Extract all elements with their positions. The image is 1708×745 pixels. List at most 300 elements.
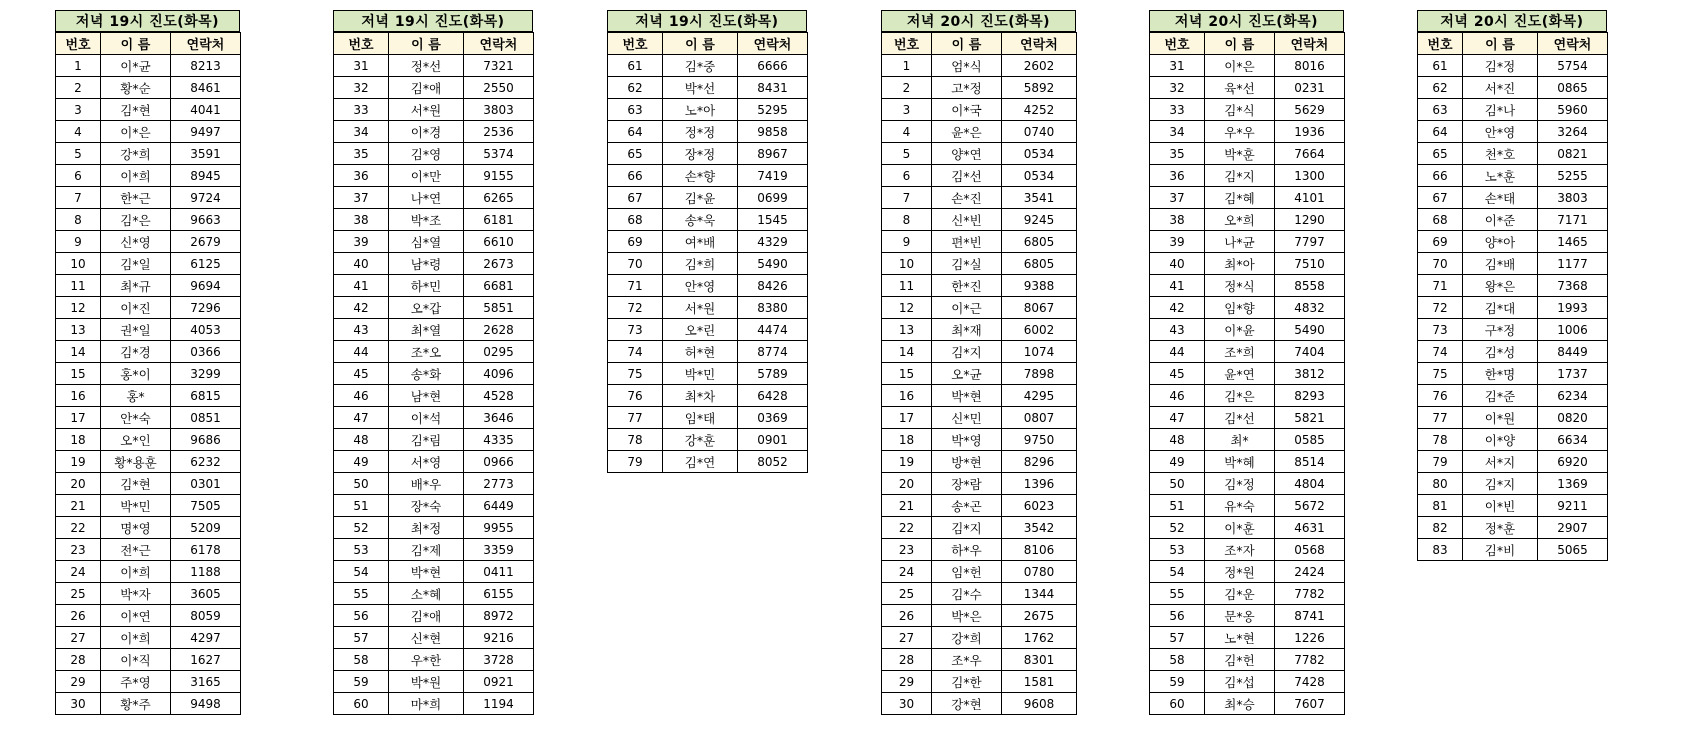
row-number: 65: [608, 143, 663, 165]
table-row: [1150, 77, 1345, 99]
row-name: 박*은: [932, 605, 1002, 627]
row-name: 박*원: [389, 671, 464, 693]
row-name: 오*희: [1205, 209, 1275, 231]
row-name: 김*희: [663, 253, 738, 275]
row-number: 34: [334, 121, 389, 143]
row-name: 박*현: [932, 385, 1002, 407]
row-contact: 2424: [1275, 561, 1345, 583]
row-number: 81: [1418, 495, 1463, 517]
row-name: 오*균: [932, 363, 1002, 385]
row-contact: 0411: [464, 561, 534, 583]
table-row: [56, 561, 241, 583]
row-contact: 6234: [1538, 385, 1608, 407]
table-row: [334, 649, 534, 671]
row-name: 김*일: [101, 253, 171, 275]
table-row: [1418, 319, 1608, 341]
row-contact: 1581: [1002, 671, 1077, 693]
row-contact: 6610: [464, 231, 534, 253]
row-contact: 8301: [1002, 649, 1077, 671]
row-name: 정*훈: [1463, 517, 1538, 539]
row-number: 48: [1150, 429, 1205, 451]
row-name: 김*정: [1205, 473, 1275, 495]
row-contact: 4474: [738, 319, 808, 341]
row-name: 홍*이: [101, 363, 171, 385]
row-number: 77: [608, 407, 663, 429]
table-row: [1418, 121, 1608, 143]
row-number: 72: [608, 297, 663, 319]
row-number: 34: [1150, 121, 1205, 143]
row-contact: 6805: [1002, 253, 1077, 275]
table-evening-19-part3: [607, 10, 808, 473]
row-number: 7: [56, 187, 101, 209]
table-row: [1150, 187, 1345, 209]
table-row: [334, 517, 534, 539]
row-contact: 1177: [1538, 253, 1608, 275]
row-contact: 4528: [464, 385, 534, 407]
row-contact: 1369: [1538, 473, 1608, 495]
row-contact: 7296: [171, 297, 241, 319]
row-number: 11: [56, 275, 101, 297]
row-name: 김*경: [101, 341, 171, 363]
row-name: 하*우: [932, 539, 1002, 561]
row-contact: 8461: [171, 77, 241, 99]
row-contact: 0366: [171, 341, 241, 363]
roster-table: [55, 32, 241, 715]
table-row: [1150, 583, 1345, 605]
row-contact: 1226: [1275, 627, 1345, 649]
table-row: [56, 319, 241, 341]
row-number: 53: [1150, 539, 1205, 561]
row-number: 12: [882, 297, 932, 319]
row-number: 33: [334, 99, 389, 121]
header-number: 번호: [1150, 33, 1205, 55]
table-row: [56, 121, 241, 143]
row-contact: 5629: [1275, 99, 1345, 121]
row-contact: 7321: [464, 55, 534, 77]
row-name: 김*지: [1463, 473, 1538, 495]
row-name: 양*아: [1463, 231, 1538, 253]
table-row: [56, 187, 241, 209]
row-contact: 6815: [171, 385, 241, 407]
row-name: 김*준: [1463, 385, 1538, 407]
row-contact: 5754: [1538, 55, 1608, 77]
row-number: 44: [1150, 341, 1205, 363]
header-contact: 연락처: [1538, 33, 1608, 55]
roster-table: [607, 32, 808, 473]
row-number: 41: [334, 275, 389, 297]
table-row: [1150, 429, 1345, 451]
row-contact: 7898: [1002, 363, 1077, 385]
row-name: 김*연: [663, 451, 738, 473]
row-number: 62: [1418, 77, 1463, 99]
table-row: [334, 121, 534, 143]
row-name: 김*선: [1205, 407, 1275, 429]
row-contact: 8514: [1275, 451, 1345, 473]
row-name: 강*현: [932, 693, 1002, 715]
table-row: [56, 231, 241, 253]
row-contact: 4096: [464, 363, 534, 385]
row-name: 김*지: [932, 517, 1002, 539]
table-row: [334, 319, 534, 341]
table-row: [334, 341, 534, 363]
row-contact: 8967: [738, 143, 808, 165]
row-name: 안*영: [663, 275, 738, 297]
row-contact: 6155: [464, 583, 534, 605]
row-contact: 0301: [171, 473, 241, 495]
row-contact: 9858: [738, 121, 808, 143]
table-row: [1418, 165, 1608, 187]
row-contact: 8016: [1275, 55, 1345, 77]
row-contact: 3591: [171, 143, 241, 165]
row-number: 6: [882, 165, 932, 187]
table-row: [608, 297, 808, 319]
table-row: [1418, 451, 1608, 473]
row-number: 8: [56, 209, 101, 231]
row-number: 57: [334, 627, 389, 649]
row-name: 엄*식: [932, 55, 1002, 77]
row-name: 김*성: [1463, 341, 1538, 363]
header-contact: 연락처: [464, 33, 534, 55]
row-contact: 0231: [1275, 77, 1345, 99]
row-contact: 8774: [738, 341, 808, 363]
header-number: 번호: [334, 33, 389, 55]
table-row: [56, 341, 241, 363]
row-name: 조*희: [1205, 341, 1275, 363]
row-contact: 0901: [738, 429, 808, 451]
row-name: 장*숙: [389, 495, 464, 517]
row-number: 30: [56, 693, 101, 715]
row-number: 80: [1418, 473, 1463, 495]
table-row: [334, 429, 534, 451]
table-row: [56, 275, 241, 297]
row-contact: 1762: [1002, 627, 1077, 649]
row-number: 3: [882, 99, 932, 121]
table-row: [1150, 231, 1345, 253]
table-row: [56, 385, 241, 407]
row-contact: 6023: [1002, 495, 1077, 517]
row-name: 정*식: [1205, 275, 1275, 297]
row-name: 김*대: [1463, 297, 1538, 319]
row-contact: 1006: [1538, 319, 1608, 341]
table-row: [1418, 341, 1608, 363]
row-number: 3: [56, 99, 101, 121]
table-row: [1150, 627, 1345, 649]
row-number: 71: [1418, 275, 1463, 297]
row-contact: 6666: [738, 55, 808, 77]
header-name: 이 름: [389, 33, 464, 55]
row-number: 39: [1150, 231, 1205, 253]
row-name: 방*현: [932, 451, 1002, 473]
row-name: 박*조: [389, 209, 464, 231]
row-name: 김*영: [389, 143, 464, 165]
table-row: [1418, 275, 1608, 297]
row-number: 25: [882, 583, 932, 605]
row-contact: 4804: [1275, 473, 1345, 495]
row-name: 김*윤: [663, 187, 738, 209]
row-number: 45: [334, 363, 389, 385]
row-number: 44: [334, 341, 389, 363]
row-name: 안*영: [1463, 121, 1538, 143]
row-contact: 7797: [1275, 231, 1345, 253]
table-row: [334, 99, 534, 121]
header-number: 번호: [56, 33, 101, 55]
row-contact: 2675: [1002, 605, 1077, 627]
row-contact: 5960: [1538, 99, 1608, 121]
header-number: 번호: [608, 33, 663, 55]
table-row: [1150, 253, 1345, 275]
table-row: [882, 517, 1077, 539]
row-contact: 0921: [464, 671, 534, 693]
row-contact: 3165: [171, 671, 241, 693]
row-contact: 8213: [171, 55, 241, 77]
row-contact: 9245: [1002, 209, 1077, 231]
row-name: 김*제: [389, 539, 464, 561]
row-number: 68: [608, 209, 663, 231]
row-name: 정*선: [389, 55, 464, 77]
table-row: [608, 121, 808, 143]
row-number: 36: [1150, 165, 1205, 187]
table-row: [1150, 275, 1345, 297]
table-evening-20-part3: [1417, 10, 1608, 561]
row-contact: 3359: [464, 539, 534, 561]
row-number: 9: [56, 231, 101, 253]
row-name: 정*원: [1205, 561, 1275, 583]
row-name: 남*령: [389, 253, 464, 275]
row-contact: 1194: [464, 693, 534, 715]
row-contact: 8972: [464, 605, 534, 627]
table-row: [1418, 517, 1608, 539]
row-name: 윤*은: [932, 121, 1002, 143]
row-name: 박*훈: [1205, 143, 1275, 165]
row-name: 심*열: [389, 231, 464, 253]
row-name: 김*혜: [1205, 187, 1275, 209]
table-row: [1418, 429, 1608, 451]
table-row: [1150, 451, 1345, 473]
row-number: 1: [882, 55, 932, 77]
table-row: [882, 495, 1077, 517]
table-evening-20-part2: [1149, 10, 1345, 715]
table-row: [882, 473, 1077, 495]
table-row: [56, 165, 241, 187]
row-name: 손*향: [663, 165, 738, 187]
row-contact: 3541: [1002, 187, 1077, 209]
table-row: [56, 627, 241, 649]
table-row: [1150, 165, 1345, 187]
row-number: 78: [1418, 429, 1463, 451]
table-row: [334, 55, 534, 77]
row-number: 63: [1418, 99, 1463, 121]
row-name: 노*현: [1205, 627, 1275, 649]
table-row: [608, 209, 808, 231]
row-number: 35: [1150, 143, 1205, 165]
row-number: 37: [334, 187, 389, 209]
row-name: 이*만: [389, 165, 464, 187]
row-contact: 0966: [464, 451, 534, 473]
row-contact: 0821: [1538, 143, 1608, 165]
table-row: [1418, 209, 1608, 231]
table-row: [882, 429, 1077, 451]
row-name: 배*우: [389, 473, 464, 495]
row-contact: 7782: [1275, 649, 1345, 671]
table-row: [1150, 143, 1345, 165]
row-number: 52: [1150, 517, 1205, 539]
roster-table: [1149, 32, 1345, 715]
row-number: 79: [608, 451, 663, 473]
row-name: 이*진: [101, 297, 171, 319]
row-name: 이*희: [101, 627, 171, 649]
table-row: [1150, 341, 1345, 363]
row-name: 이*직: [101, 649, 171, 671]
row-number: 77: [1418, 407, 1463, 429]
table-row: [608, 143, 808, 165]
row-contact: 5209: [171, 517, 241, 539]
row-contact: 3803: [1538, 187, 1608, 209]
row-number: 40: [334, 253, 389, 275]
table-row: [608, 187, 808, 209]
table-row: [608, 407, 808, 429]
row-contact: 9497: [171, 121, 241, 143]
row-number: 23: [56, 539, 101, 561]
table-title: 저녁 19시 진도(화목): [55, 10, 240, 32]
row-name: 주*영: [101, 671, 171, 693]
table-row: [334, 539, 534, 561]
row-number: 52: [334, 517, 389, 539]
row-number: 32: [1150, 77, 1205, 99]
row-name: 이*은: [101, 121, 171, 143]
row-number: 70: [608, 253, 663, 275]
row-name: 오*인: [101, 429, 171, 451]
row-number: 29: [882, 671, 932, 693]
table-row: [882, 209, 1077, 231]
table-row: [1150, 363, 1345, 385]
table-row: [334, 275, 534, 297]
header-name: 이 름: [932, 33, 1002, 55]
row-contact: 4053: [171, 319, 241, 341]
row-number: 65: [1418, 143, 1463, 165]
row-number: 67: [608, 187, 663, 209]
row-name: 최*재: [932, 319, 1002, 341]
row-number: 63: [608, 99, 663, 121]
table-row: [882, 275, 1077, 297]
row-contact: 0369: [738, 407, 808, 429]
row-name: 장*정: [663, 143, 738, 165]
table-row: [608, 319, 808, 341]
row-name: 이*원: [1463, 407, 1538, 429]
row-contact: 9694: [171, 275, 241, 297]
row-contact: 6920: [1538, 451, 1608, 473]
row-number: 24: [882, 561, 932, 583]
table-row: [1150, 209, 1345, 231]
row-number: 19: [882, 451, 932, 473]
row-name: 서*영: [389, 451, 464, 473]
row-number: 51: [1150, 495, 1205, 517]
row-contact: 0865: [1538, 77, 1608, 99]
table-row: [334, 605, 534, 627]
row-number: 57: [1150, 627, 1205, 649]
row-contact: 1737: [1538, 363, 1608, 385]
row-number: 13: [56, 319, 101, 341]
row-name: 임*태: [663, 407, 738, 429]
row-name: 안*숙: [101, 407, 171, 429]
table-row: [1418, 297, 1608, 319]
row-number: 1: [56, 55, 101, 77]
row-number: 59: [1150, 671, 1205, 693]
row-number: 20: [56, 473, 101, 495]
row-contact: 3299: [171, 363, 241, 385]
row-name: 소*혜: [389, 583, 464, 605]
table-row: [1418, 143, 1608, 165]
row-name: 서*진: [1463, 77, 1538, 99]
table-row: [56, 605, 241, 627]
row-contact: 9750: [1002, 429, 1077, 451]
roster-table: [1417, 32, 1608, 561]
table-row: [608, 55, 808, 77]
row-name: 신*민: [932, 407, 1002, 429]
row-contact: 2773: [464, 473, 534, 495]
row-contact: 8296: [1002, 451, 1077, 473]
table-row: [1150, 121, 1345, 143]
table-row: [882, 539, 1077, 561]
row-name: 한*명: [1463, 363, 1538, 385]
table-row: [882, 55, 1077, 77]
header-row: [608, 33, 808, 55]
row-number: 58: [1150, 649, 1205, 671]
row-contact: 0295: [464, 341, 534, 363]
row-number: 17: [882, 407, 932, 429]
row-name: 김*비: [1463, 539, 1538, 561]
row-contact: 1936: [1275, 121, 1345, 143]
row-name: 김*헌: [1205, 649, 1275, 671]
row-name: 서*원: [663, 297, 738, 319]
table-row: [56, 539, 241, 561]
row-number: 45: [1150, 363, 1205, 385]
table-row: [882, 671, 1077, 693]
row-name: 강*희: [932, 627, 1002, 649]
row-contact: 3812: [1275, 363, 1345, 385]
row-number: 13: [882, 319, 932, 341]
row-number: 5: [56, 143, 101, 165]
table-row: [1150, 693, 1345, 715]
table-row: [1418, 99, 1608, 121]
row-number: 49: [1150, 451, 1205, 473]
row-number: 53: [334, 539, 389, 561]
row-contact: 6449: [464, 495, 534, 517]
row-contact: 7664: [1275, 143, 1345, 165]
row-contact: 9724: [171, 187, 241, 209]
row-number: 27: [56, 627, 101, 649]
table-row: [882, 363, 1077, 385]
table-row: [334, 385, 534, 407]
row-name: 이*균: [101, 55, 171, 77]
row-name: 한*진: [932, 275, 1002, 297]
row-number: 24: [56, 561, 101, 583]
row-number: 7: [882, 187, 932, 209]
row-name: 신*빈: [932, 209, 1002, 231]
table-row: [334, 363, 534, 385]
table-row: [1418, 55, 1608, 77]
table-row: [608, 429, 808, 451]
table-row: [56, 693, 241, 715]
row-contact: 1074: [1002, 341, 1077, 363]
row-number: 11: [882, 275, 932, 297]
row-name: 오*갑: [389, 297, 464, 319]
row-number: 71: [608, 275, 663, 297]
table-row: [1150, 605, 1345, 627]
table-row: [1418, 77, 1608, 99]
table-row: [334, 451, 534, 473]
row-name: 최*열: [389, 319, 464, 341]
row-contact: 9686: [171, 429, 241, 451]
